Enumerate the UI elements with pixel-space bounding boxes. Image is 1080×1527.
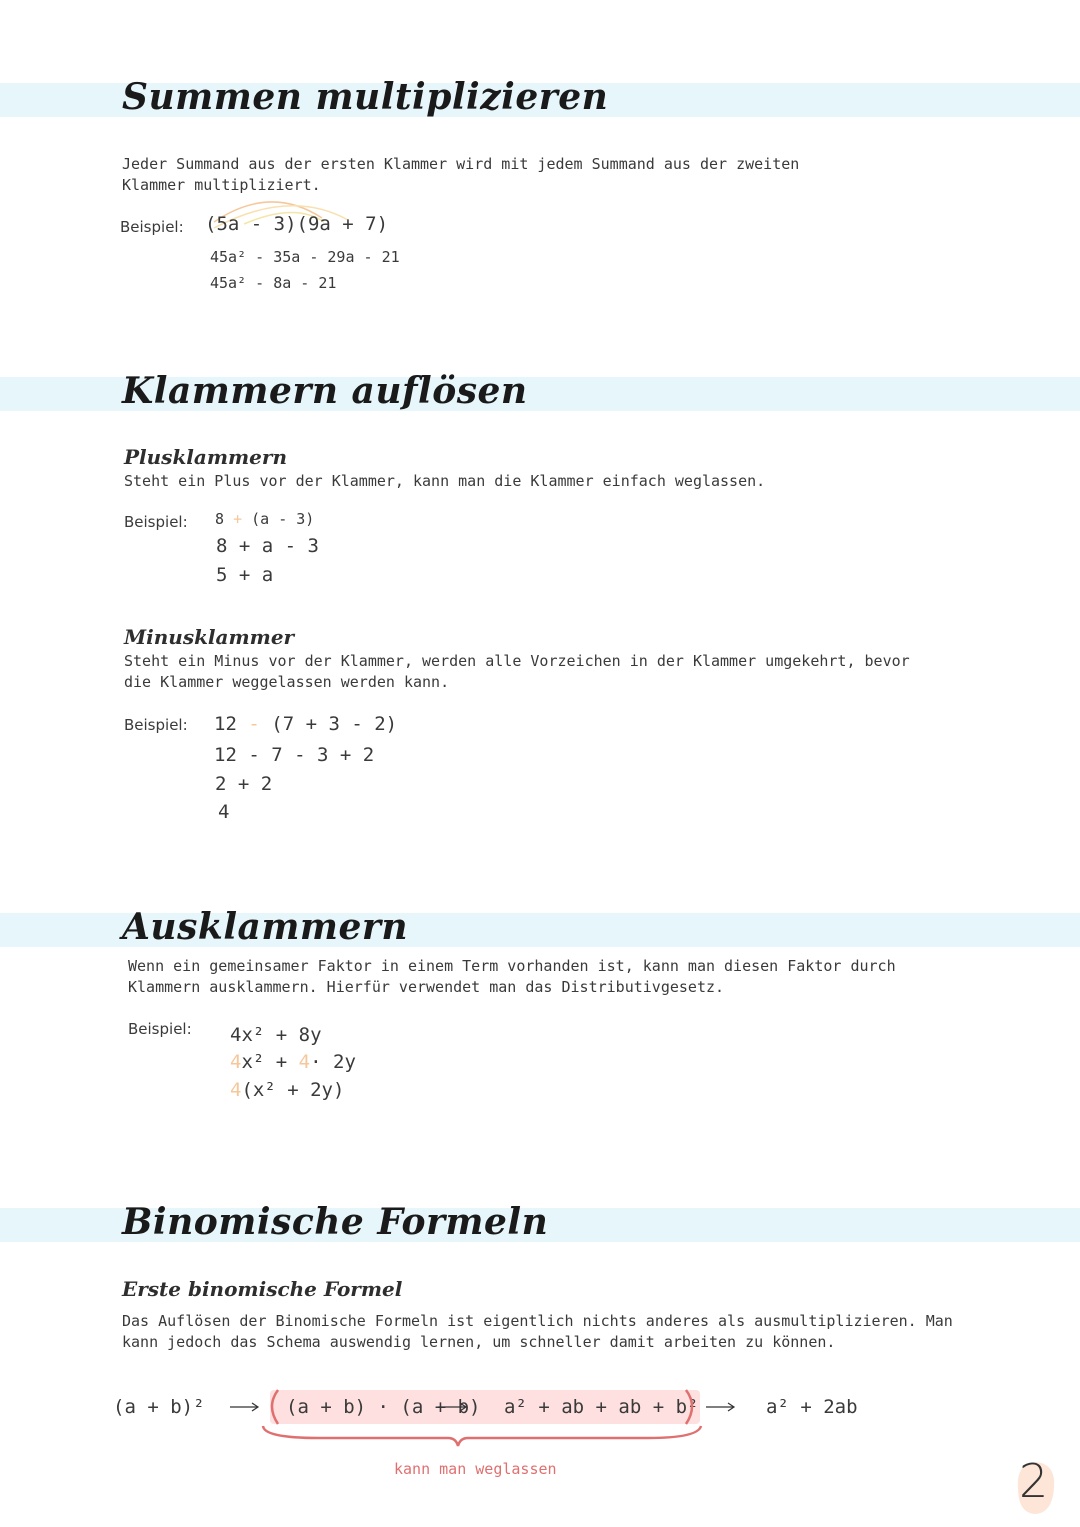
heading-plusklammern: Plusklammern xyxy=(124,445,287,469)
heading-erste-binomische-formel: Erste binomische Formel xyxy=(122,1277,403,1301)
ausklammern-line-2: 4x² + 4· 2y xyxy=(230,1051,356,1073)
formula-square: (a + b)² xyxy=(113,1396,205,1418)
minus-example-line-3: 2 + 2 xyxy=(215,773,273,795)
example-1-line-1: (5a - 3)(9a + 7) xyxy=(205,213,389,235)
heading-minusklammer: Minusklammer xyxy=(124,625,295,649)
title-binomische-formeln: Binomische Formeln xyxy=(122,1201,549,1243)
title-summen-multiplizieren: Summen multiplizieren xyxy=(122,76,609,118)
ausklammern-line-1: 4x² + 8y xyxy=(230,1024,322,1046)
brace-annotation xyxy=(258,1384,708,1448)
example-label-3: Beispiel: xyxy=(124,716,188,734)
text-ausklammern: Wenn ein gemeinsamer Faktor in einem Term vorhanden ist, kann man diesen Faktor durch Klammern ausklammern. Hierfür verwendet man das Distributivgesetz. xyxy=(128,957,896,996)
page-number: 2 xyxy=(1019,1454,1049,1508)
text-plusklammern: Steht ein Plus vor der Klammer, kann man die Klammer einfach weglassen. xyxy=(124,472,766,490)
formula-result: a² + 2ab xyxy=(766,1396,858,1418)
brace-note: kann man weglassen xyxy=(394,1460,557,1478)
arrow-icon-3 xyxy=(706,1402,736,1412)
title-ausklammern: Ausklammern xyxy=(122,906,409,948)
minus-example-line-1: 12 - (7 + 3 - 2) xyxy=(214,713,398,735)
ausklammern-line-3: 4(x² + 2y) xyxy=(230,1079,345,1101)
minus-example-line-2: 12 - 7 - 3 + 2 xyxy=(214,744,375,766)
text-summen: Jeder Summand aus der ersten Klammer wird mit jedem Summand aus der zweiten Klammer multipliziert. xyxy=(122,155,800,194)
text-binomische: Das Auflösen der Binomische Formeln ist eigentlich nichts anderes als ausmultiplizieren. Man kann jedoch das Schema auswendig lernen, um schneller damit arbeiten zu können. xyxy=(122,1312,953,1351)
example-label-4: Beispiel: xyxy=(128,1020,192,1038)
arrow-icon-1 xyxy=(230,1402,260,1412)
plus-example-line-1: 8 + (a - 3) xyxy=(215,510,315,528)
title-klammern-aufloesen: Klammern auflösen xyxy=(122,370,528,412)
minus-example-line-4: 4 xyxy=(218,801,230,823)
formula-expanded: (a + b) · (a + b) xyxy=(286,1396,481,1418)
text-minusklammer: Steht ein Minus vor der Klammer, werden alle Vorzeichen in der Klammer umgekehrt, bevor die Klammer weggelassen werden kann. xyxy=(124,652,910,691)
example-1-line-2: 45a² - 35a - 29a - 21 xyxy=(210,248,400,266)
example-label-1: Beispiel: xyxy=(120,218,184,236)
example-label-2: Beispiel: xyxy=(124,513,188,531)
plus-example-line-3: 5 + a xyxy=(216,564,274,586)
plus-example-line-2: 8 + a - 3 xyxy=(216,535,319,557)
example-1-line-3: 45a² - 8a - 21 xyxy=(210,274,337,292)
formula-multiplied: a² + ab + ab + b² xyxy=(504,1396,699,1418)
